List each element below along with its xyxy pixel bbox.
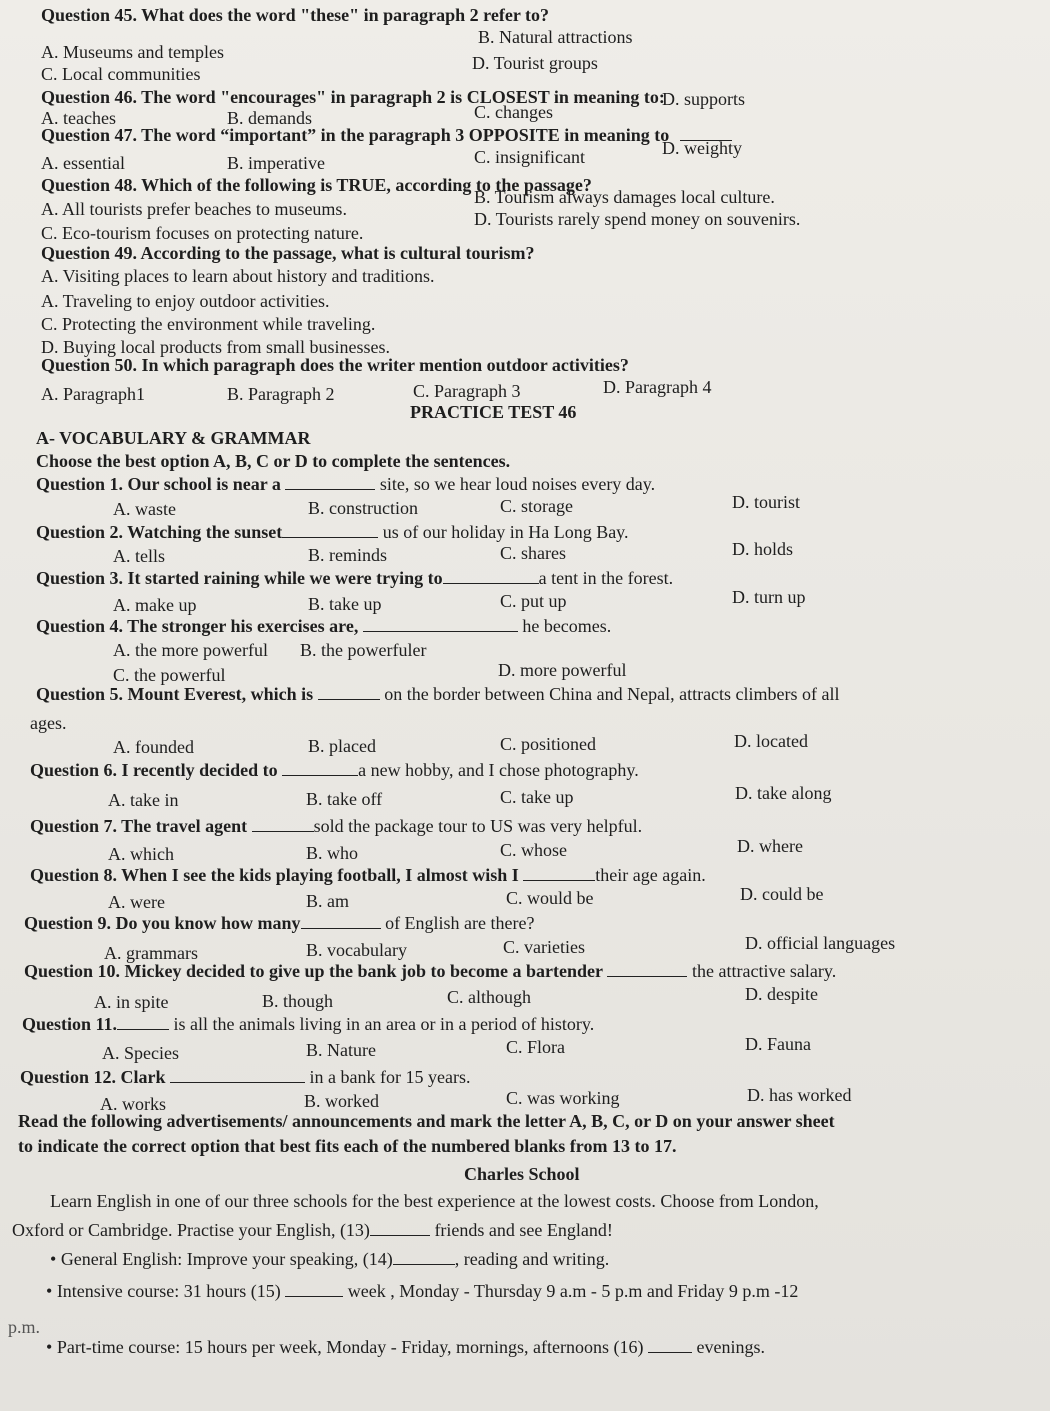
advertisement-paragraph-line-1: Learn English in one of our three schools for the best experience at the lowest costs. Choose from London, [50,1191,819,1211]
reading-instruction-line-1: Read the following advertisements/ announcements and mark the letter A, B, C, or D on your answer sheet [18,1111,835,1131]
q5-option-a: A. founded [113,737,194,757]
reading-instruction-line-2: to indicate the correct option that best fits each of the numbered blanks from 13 to 17. [18,1136,677,1156]
question-5-stem: Question 5. Mount Everest, which is on the border between China and Nepal, attracts climbers of all [36,684,840,704]
answer-blank [285,1280,343,1297]
q5-option-c: C. positioned [500,734,597,754]
q45-option-d: D. Tourist groups [472,53,598,73]
q8-option-b: B. am [306,891,349,911]
q2-option-b: B. reminds [308,545,387,565]
advertisement-paragraph-line-2: Oxford or Cambridge. Practise your English, (13) friends and see England! [12,1220,613,1240]
q11-option-c: C. Flora [506,1037,566,1057]
q50-option-b: B. Paragraph 2 [227,384,335,404]
q46-option-d: D. supports [662,89,746,109]
answer-blank [285,473,375,490]
bullet-icon: • [50,1249,57,1269]
q46-option-a: A. teaches [41,108,116,128]
bullet-general-english: • General English: Improve your speaking, (14) , reading and writing. [50,1249,610,1269]
section-instruction: Choose the best option A, B, C or D to complete the sentences. [36,451,511,471]
intensive-course-continuation: p.m. [8,1317,41,1337]
q49-option-3: C. Protecting the environment while traveling. [41,314,376,334]
q48-option-d: D. Tourists rarely spend money on souvenirs. [474,209,801,229]
q7-option-b: B. who [306,843,359,863]
advertisement-title: Charles School [464,1164,580,1184]
question-50-stem: Question 50. In which paragraph does the writer mention outdoor activities? [41,355,629,375]
answer-blank [443,567,539,584]
q11-option-b: B. Nature [306,1040,376,1060]
question-48-stem: Question 48. Which of the following is TRUE, according to the passage? [41,175,592,195]
q47-option-d: D. weighty [662,138,742,158]
question-8-stem: Question 8. When I see the kids playing football, I almost wish I their age again. [30,865,706,885]
q48-option-c: C. Eco-tourism focuses on protecting nature. [41,223,364,243]
bullet-icon: • [46,1281,53,1301]
answer-blank [117,1013,169,1030]
section-title: A- VOCABULARY & GRAMMAR [36,428,311,448]
question-12-stem: Question 12. Clark in a bank for 15 years. [20,1067,471,1087]
q12-option-b: B. worked [304,1091,379,1111]
q10-option-b: B. though [262,991,334,1011]
question-45-stem: Question 45. What does the word "these" in paragraph 2 refer to? [41,5,549,25]
q1-option-a: A. waste [113,499,176,519]
q6-option-d: D. take along [735,783,832,803]
q48-option-b: B. Tourism always damages local culture. [474,187,775,207]
q3-option-c: C. put up [500,591,567,611]
answer-blank [370,1219,430,1236]
bullet-icon: • [46,1337,53,1357]
q8-option-d: D. could be [740,884,824,904]
q45-option-a: A. Museums and temples [41,42,224,62]
q11-option-d: D. Fauna [745,1034,811,1054]
q49-option-1: A. Visiting places to learn about history and traditions. [41,266,435,286]
q12-option-c: C. was working [506,1088,620,1108]
q9-option-a: A. grammars [104,943,198,963]
question-4-stem: Question 4. The stronger his exercises are, he becomes. [36,616,612,636]
answer-blank [282,521,378,538]
q8-option-a: A. were [108,892,165,912]
q10-option-c: C. although [447,987,531,1007]
answer-blank [252,815,314,832]
q4-option-d: D. more powerful [498,660,627,680]
q11-option-a: A. Species [102,1043,179,1063]
answer-blank [648,1336,692,1353]
q50-option-d: D. Paragraph 4 [603,377,712,397]
q47-option-b: B. imperative [227,153,325,173]
q5-continuation: ages. [30,713,67,733]
q12-option-d: D. has worked [747,1085,852,1105]
q46-option-b: B. demands [227,108,312,128]
answer-blank [282,759,358,776]
question-49-stem: Question 49. According to the passage, what is cultural tourism? [41,243,535,263]
question-47-stem: Question 47. The word “important” in the paragraph 3 OPPOSITE in meaning to [41,124,732,146]
q47-option-c: C. insignificant [474,147,585,167]
q3-option-b: B. take up [308,594,382,614]
q4-option-c: C. the powerful [113,665,226,685]
question-2-stem: Question 2. Watching the sunset us of our holiday in Ha Long Bay. [36,522,629,542]
q6-option-a: A. take in [108,790,179,810]
q10-option-a: A. in spite [94,992,169,1012]
q10-option-d: D. despite [745,984,818,1004]
q49-option-4: D. Buying local products from small businesses. [41,337,390,357]
q1-option-b: B. construction [308,498,418,518]
q8-option-c: C. would be [506,888,594,908]
q6-option-c: C. take up [500,787,574,807]
q48-option-a: A. All tourists prefer beaches to museums. [41,199,347,219]
question-3-stem: Question 3. It started raining while we were trying to a tent in the forest. [36,568,674,588]
test-title: PRACTICE TEST 46 [410,402,577,422]
q7-option-d: D. where [737,836,803,856]
q3-option-a: A. make up [113,595,197,615]
q3-option-d: D. turn up [732,587,806,607]
q9-option-d: D. official languages [745,933,896,953]
answer-blank [318,683,380,700]
q12-option-a: A. works [100,1094,166,1114]
q2-option-d: D. holds [732,539,794,559]
q9-option-b: B. vocabulary [306,940,407,960]
q5-option-d: D. located [734,731,808,751]
question-46-stem: Question 46. The word "encourages" in paragraph 2 is CLOSEST in meaning to: [41,87,665,107]
q7-option-c: C. whose [500,840,567,860]
q4-option-a: A. the more powerful [113,640,268,660]
q45-option-c: C. Local communities [41,64,201,84]
q49-option-2: A. Traveling to enjoy outdoor activities. [41,291,330,311]
q5-option-b: B. placed [308,736,376,756]
answer-blank [607,960,687,977]
q46-option-c: C. changes [474,102,553,122]
q47-option-a: A. essential [41,153,125,173]
question-10-stem: Question 10. Mickey decided to give up the bank job to become a bartender the attractive salary. [24,961,837,981]
answer-blank [363,615,518,632]
answer-blank [523,864,595,881]
bullet-intensive-course: • Intensive course: 31 hours (15) week , Monday - Thursday 9 a.m - 5 p.m and Friday 9 p.m -12 [46,1281,799,1301]
q6-option-b: B. take off [306,789,383,809]
q50-option-c: C. Paragraph 3 [413,381,521,401]
question-9-stem: Question 9. Do you know how many of English are there? [24,913,535,933]
q2-option-a: A. tells [113,546,165,566]
q4-option-b: B. the powerfuler [300,640,427,660]
q50-option-a: A. Paragraph1 [41,384,145,404]
bullet-part-time-course: • Part-time course: 15 hours per week, Monday - Friday, mornings, afternoons (16) evenings. [46,1337,765,1357]
answer-blank [393,1248,455,1265]
question-7-stem: Question 7. The travel agent sold the package tour to US was very helpful. [30,816,643,836]
q1-option-c: C. storage [500,496,573,516]
question-11-stem: Question 11. is all the animals living in an area or in a period of history. [22,1014,595,1034]
q1-option-d: D. tourist [732,492,801,512]
q2-option-c: C. shares [500,543,566,563]
question-6-stem: Question 6. I recently decided to a new hobby, and I chose photography. [30,760,639,780]
question-1-stem: Question 1. Our school is near a site, so we hear loud noises every day. [36,474,656,494]
q45-option-b: B. Natural attractions [478,27,633,47]
answer-blank [170,1066,305,1083]
q9-option-c: C. varieties [503,937,585,957]
q7-option-a: A. which [108,844,174,864]
answer-blank [301,912,381,929]
